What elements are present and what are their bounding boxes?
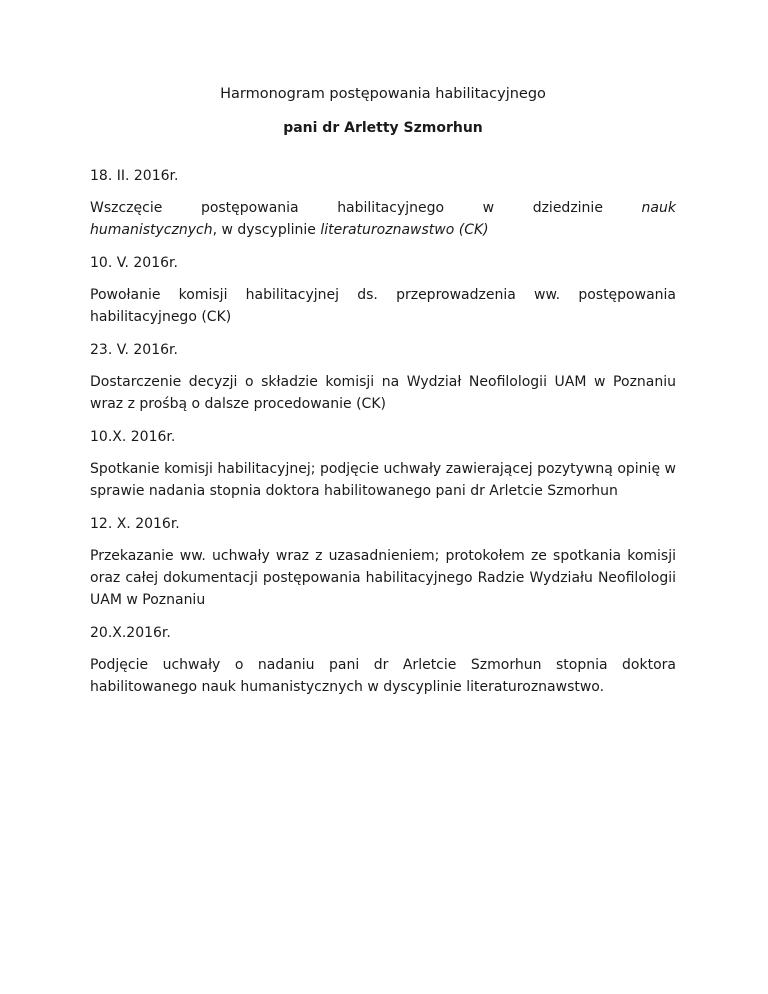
entry-date: 10.X. 2016r. (90, 429, 176, 445)
entry-word-italic: nauk (641, 200, 676, 216)
entry-italic-text: literaturoznawstwo (CK) (320, 222, 489, 238)
document-title: Harmonogram postępowania habilitacyjnego (220, 86, 546, 102)
entry-date: 12. X. 2016r. (90, 516, 180, 532)
entry-text: Przekazanie ww. uchwały wraz z uzasadnieniem; protokołem ze spotkania komisji oraz całej dokumentacji postępowania habilitacyjnego Radzie Wydziału Neofilologii UAM w Poznaniu (90, 548, 676, 608)
entry-date: 10. V. 2016r. (90, 255, 178, 271)
document-subtitle: pani dr Arletty Szmorhun (283, 120, 483, 136)
entry-date: 20.X.2016r. (90, 625, 171, 641)
entry-word: habilitacyjnego (337, 200, 445, 216)
entry-word: postępowania (200, 200, 299, 216)
entry-date: 18. II. 2016r. (90, 168, 179, 184)
entry-text-line (90, 197, 676, 219)
entry-text-line (90, 219, 676, 241)
entry-word: w (482, 200, 495, 216)
entry-date: 23. V. 2016r. (90, 342, 178, 358)
entry-word: dziedzinie (532, 200, 603, 216)
entry-text (90, 197, 676, 241)
entry-text: Podjęcie uchwały o nadaniu pani dr Arletcie Szmorhun stopnia doktora habilitowanego nauk humanistycznych w dyscyplinie literaturoznawstwo. (90, 657, 676, 695)
entry-italic-text: humanistycznych (90, 222, 213, 238)
entry-text: Dostarczenie decyzji o składzie komisji na Wydział Neofilologii UAM w Poznaniu wraz z prośbą o dalsze procedowanie (CK) (90, 374, 676, 412)
entry-plain-text: , w dyscyplinie (212, 222, 321, 238)
entry-text: Spotkanie komisji habilitacyjnej; podjęcie uchwały zawierającej pozytywną opinię w sprawie nadania stopnia doktora habilitowanego pani dr Arletcie Szmorhun (90, 461, 676, 499)
entry-word: Wszczęcie (90, 200, 163, 216)
entry-text: Powołanie komisji habilitacyjnej ds. przeprowadzenia ww. postępowania habilitacyjnego (CK) (90, 287, 676, 325)
